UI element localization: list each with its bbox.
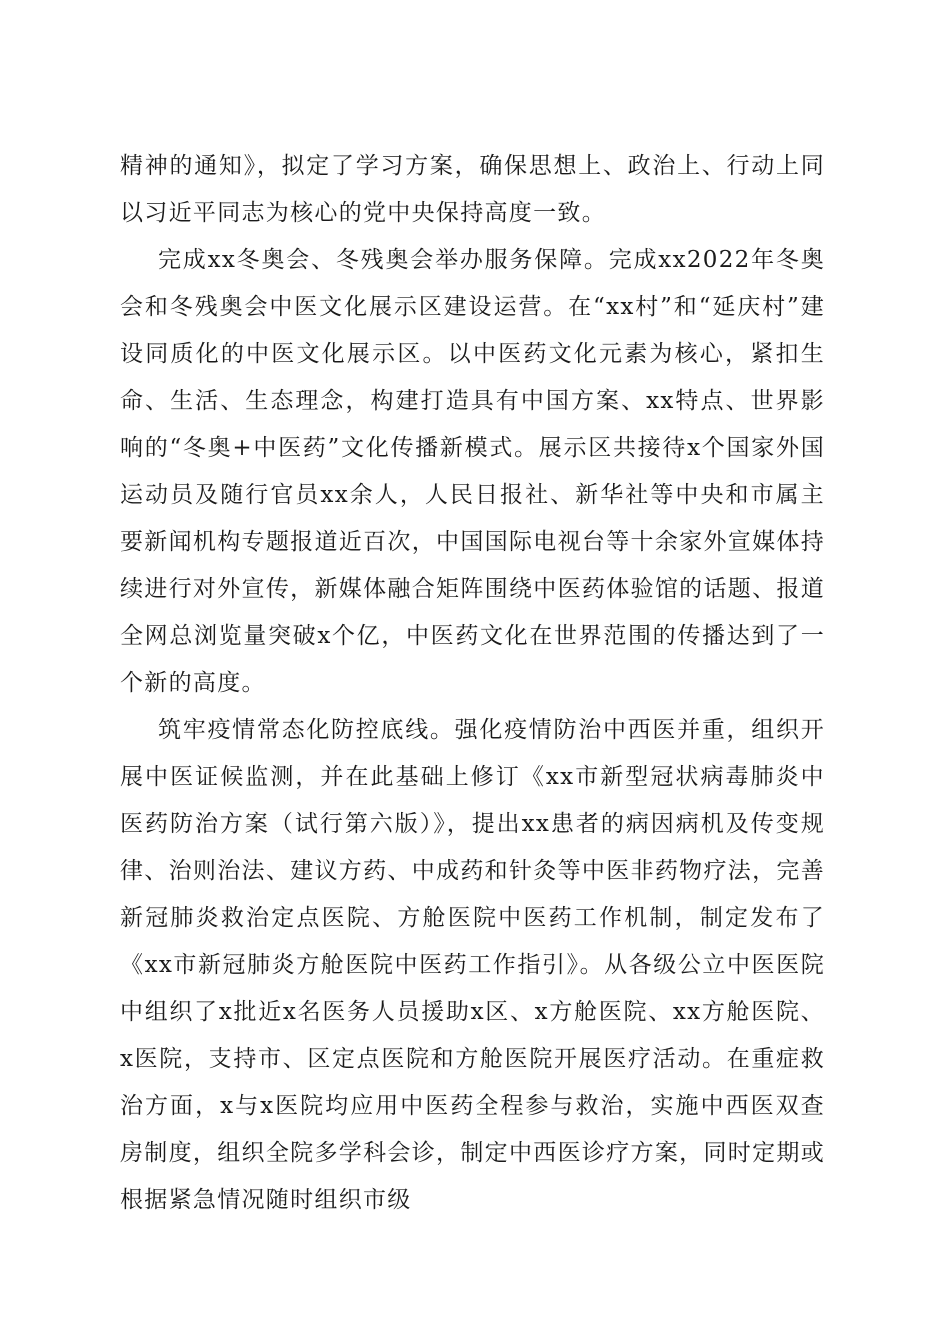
document-body (120, 143, 825, 1224)
paragraph-epidemic-control: 筑牢疫情常态化防控底线。强化疫情防治中西医并重，组织开展中医证候监测，并在此基础上修订《xx市新型冠状病毒肺炎中医药防治方案（试行第六版）》，提出xx患者的病因病机及传变规律、治则治法、建议方药、中成药和针灸等中医非药物疗法，完善新冠肺炎救治定点医院、方舱医院中医药工作机制，制定发布了《xx市新冠肺炎方舱医院中医药工作指引》。从各级公立中医医院中组织了x批近x名医务人员援助x区、x方舱医院、xx方舱医院、x医院，支持市、区定点医院和方舱医院开展医疗活动。在重症救治方面，x与x医院均应用中医药全程参与救治，实施中西医双查房制度，组织全院多学科会诊，制定中西医诊疗方案，同时定期或根据紧急情况随时组织市级 (120, 717, 825, 1213)
paragraph-study-plan: 精神的通知》，拟定了学习方案，确保思想上、政治上、行动上同以习近平同志为核心的党中央保持高度一致。 (120, 153, 825, 226)
paragraph-winter-olympics: 完成xx冬奥会、冬残奥会举办服务保障。完成xx2022年冬奥会和冬残奥会中医文化展示区建设运营。在“xx村”和“延庆村”建设同质化的中医文化展示区。以中医药文化元素为核心，紧扣生命、生活、生态理念，构建打造具有中国方案、xx特点、世界影响的“冬奥+中医药”文化传播新模式。展示区共接待x个国家外国运动员及随行官员xx余人，人民日报社、新华社等中央和市属主要新闻机构专题报道近百次，中国国际电视台等十余家外宣媒体持续进行对外宣传，新媒体融合矩阵围绕中医药体验馆的话题、报道全网总浏览量突破x个亿，中医药文化在世界范围的传播达到了一个新的高度。 (120, 247, 825, 696)
